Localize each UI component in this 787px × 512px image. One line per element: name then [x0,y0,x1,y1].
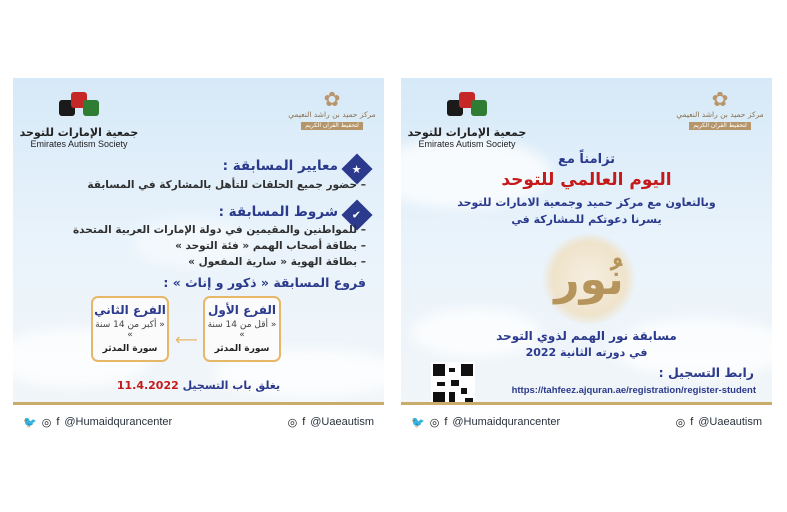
branch-second-age: « أكبر من 14 سنة » [95,320,165,340]
twitter-icon[interactable]: 🐦 [411,416,425,429]
closing-date: 11.4.2022 [116,379,179,392]
branch-first-title: الفرع الأول [207,303,276,317]
registration-label: رابط التسجيل : [658,365,754,380]
right-footer [401,405,772,439]
world-autism-day: اليوم العالمي للتوحد [501,170,672,190]
facebook-icon[interactable]: f [444,416,448,428]
emirates-autism-name-en: Emirates Autism Society [418,139,516,149]
emirates-autism-name-ar: جمعية الإمارات للتوحد [407,126,527,139]
branch-second-surah: سورة المدثر [102,344,158,354]
left-poster [13,78,384,439]
emirates-autism-logo [19,92,139,149]
conditions-icon: ✔ [341,199,372,230]
social-group-right [676,416,762,429]
invitation-line: يسرنا دعوتكم للمشاركة في [511,213,662,226]
emirates-autism-logo [407,92,527,149]
registration-link[interactable]: https://tahfeez.ajquran.ae/registration/register-student [511,385,756,396]
branch-first-surah: سورة المدثر [214,344,270,354]
ornament-icon: ✿ [323,87,341,111]
criteria-title: معايير المسابقة : [222,158,338,174]
branch-second-box [91,296,169,362]
left-footer [13,405,384,439]
registration-closing: يغلق باب التسجيل 11.4.2022 [116,379,281,392]
puzzle-icon [447,92,487,124]
qr-code[interactable] [431,362,475,406]
facebook-icon[interactable]: f [690,416,694,428]
facebook-icon[interactable]: f [56,416,60,428]
branch-first-age: « أقل من 14 سنة » [207,320,277,340]
conditions-title: شروط المسابقة : [218,204,338,220]
humaid-center-logo [675,88,765,130]
instagram-icon[interactable]: ◎ [675,416,686,429]
social-handle[interactable]: @Humaidqurancenter [452,416,561,428]
arrow-left-icon: ⟵ [175,330,198,349]
in-conjunction-line: تزامناً مع [557,152,616,167]
condition-item: – للمواطنين والمقيمين في دولة الإمارات العربية المتحدة [72,224,366,236]
criteria-item: – حضور جميع الحلقات للتأهل بالمشاركة في المسابقة [87,179,366,191]
instagram-icon[interactable]: ◎ [41,416,52,429]
branch-second-title: الفرع الثاني [94,303,166,317]
noor-logo: نُور [541,234,637,324]
humaid-center-sub: لتحفيظ القرآن الكريم [301,122,363,130]
ornament-icon: ✿ [711,87,729,111]
right-poster [401,78,772,439]
facebook-icon[interactable]: f [302,416,306,428]
condition-item: – بطاقة الهوية « سارية المفعول » [188,256,366,268]
edition-line: في دورته الثانية 2022 [525,346,648,359]
instagram-icon[interactable]: ◎ [429,416,440,429]
humaid-center-logo [287,88,377,130]
social-handle[interactable]: @Uaeautism [310,416,374,428]
twitter-icon[interactable]: 🐦 [23,416,37,429]
social-group-right [288,416,374,429]
branches-title: فروع المسابقة « ذكور و إناث » : [163,275,366,290]
emirates-autism-name-en: Emirates Autism Society [30,139,128,149]
social-handle[interactable]: @Humaidqurancenter [64,416,173,428]
social-group-left [23,416,172,429]
cooperation-line: وبالتعاون مع مركز حميد وجمعية الامارات للتوحد [457,196,716,209]
puzzle-icon [59,92,99,124]
branch-first-box [203,296,281,362]
social-group-left [411,416,560,429]
humaid-center-sub: لتحفيظ القرآن الكريم [689,122,751,130]
instagram-icon[interactable]: ◎ [287,416,298,429]
social-handle[interactable]: @Uaeautism [698,416,762,428]
emirates-autism-name-ar: جمعية الإمارات للتوحد [19,126,139,139]
humaid-center-name: مركز حميد بن راشد النعيمي [676,110,764,119]
condition-item: – بطاقة أصحاب الهمم « فئة التوحد » [175,240,366,252]
contest-name: مسابقة نور الهمم لذوي التوحد [496,329,677,343]
criteria-icon: ★ [341,153,372,184]
humaid-center-name: مركز حميد بن راشد النعيمي [288,110,376,119]
